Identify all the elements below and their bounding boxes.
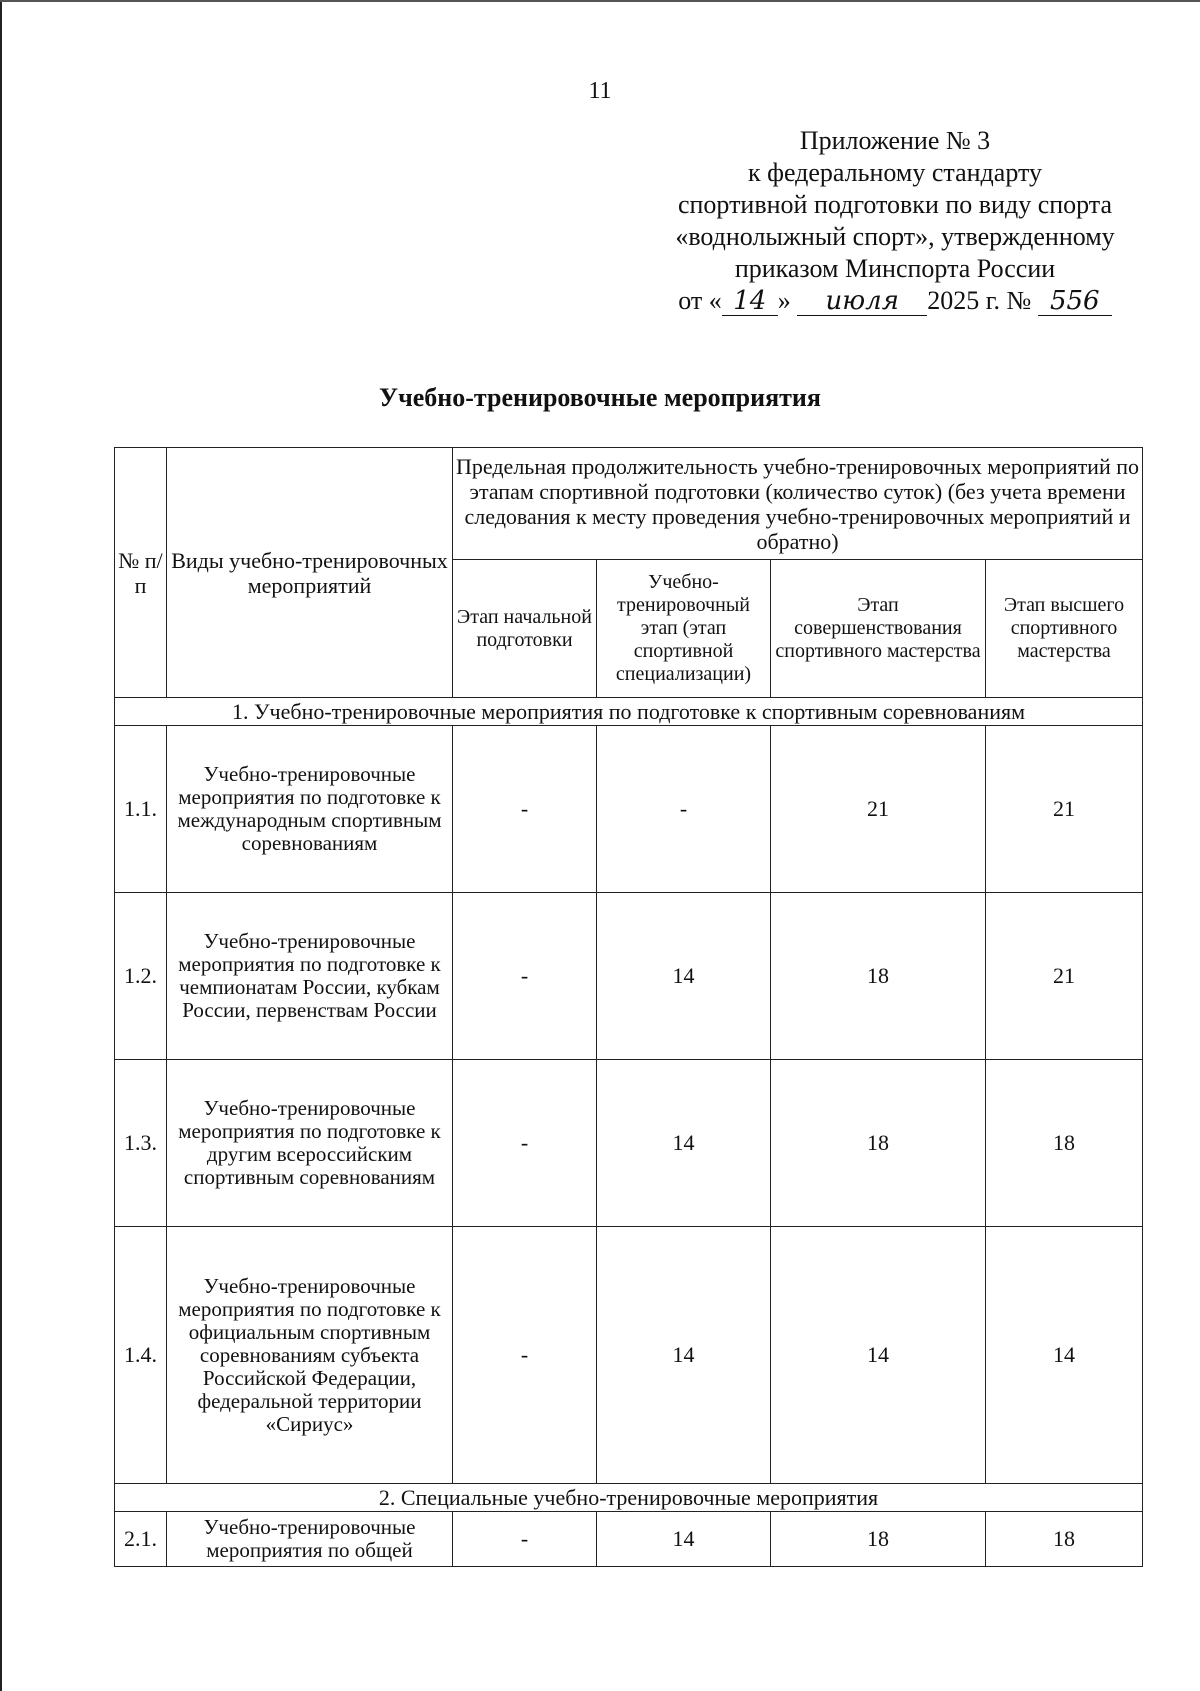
row-number: 1.4. (115, 1227, 167, 1484)
value-improvement: 18 (771, 1512, 986, 1567)
row-number: 2.1. (115, 1512, 167, 1567)
value-training: 14 (597, 1227, 771, 1484)
order-number-handwritten: 556 (1038, 287, 1112, 316)
value-higher: 21 (986, 726, 1143, 893)
table-row (115, 1512, 1143, 1567)
date-prefix: от « (678, 286, 722, 315)
page-number: 11 (588, 78, 612, 104)
appendix-line: спортивной подготовки по виду спорта (677, 190, 1113, 219)
row-number: 1.3. (115, 1060, 167, 1227)
value-improvement: 18 (771, 1060, 986, 1227)
header-type: Виды учебно-тренировочных мероприятий (167, 448, 453, 698)
row-name: Учебно-тренировочные мероприятия по подготовке к другим всероссийским спортивным соревнованиям (167, 1060, 453, 1227)
date-day-handwritten: 14 (722, 287, 778, 316)
header-stage-improvement: Этап совершенствования спортивного мастерства (771, 560, 986, 698)
header-stage-initial: Этап начальной подготовки (453, 560, 597, 698)
header-stage-training: Учебно-тренировочный этап (этап спортивной специализации) (597, 560, 771, 698)
row-name: Учебно-тренировочные мероприятия по подготовке к международным спортивным соревнованиям (167, 726, 453, 893)
value-higher: 18 (986, 1512, 1143, 1567)
date-year: 2025 г. № (927, 286, 1032, 315)
appendix-block (650, 125, 1140, 317)
value-improvement: 21 (771, 726, 986, 893)
value-initial: - (453, 726, 597, 893)
row-number: 1.1. (115, 726, 167, 893)
page-edge-left (0, 0, 2, 1691)
row-name: Учебно-тренировочные мероприятия по подготовке к чемпионатам России, кубкам России, первенствам России (167, 893, 453, 1060)
header-stage-higher: Этап высшего спортивного мастерства (986, 560, 1143, 698)
table-row (115, 1227, 1143, 1484)
appendix-line: к федеральному стандарту (747, 158, 1043, 187)
value-higher: 18 (986, 1060, 1143, 1227)
value-improvement: 18 (771, 893, 986, 1060)
value-higher: 14 (986, 1227, 1143, 1484)
value-training: - (597, 726, 771, 893)
row-name: Учебно-тренировочные мероприятия по общей (167, 1512, 453, 1567)
document-title: Учебно-тренировочные мероприятия (379, 383, 821, 412)
page-edge-top (0, 0, 1200, 2)
table-row (115, 893, 1143, 1060)
date-mid: » (777, 286, 791, 315)
table-row (115, 726, 1143, 893)
value-training: 14 (597, 893, 771, 1060)
value-higher: 21 (986, 893, 1143, 1060)
events-table (114, 447, 1143, 1567)
value-initial: - (453, 1512, 597, 1567)
appendix-line: Приложение № 3 (799, 126, 991, 155)
date-month-handwritten: июля (797, 287, 927, 316)
section-title: 2. Специальные учебно-тренировочные мероприятия (115, 1484, 1143, 1512)
appendix-date-line (650, 285, 1140, 317)
value-training: 14 (597, 1060, 771, 1227)
header-num: № п/п (115, 448, 167, 698)
value-initial: - (453, 1227, 597, 1484)
value-initial: - (453, 1060, 597, 1227)
appendix-line: «воднолыжный спорт», утвержденному (675, 222, 1115, 251)
section-title: 1. Учебно-тренировочные мероприятия по подготовке к спортивным соревнованиям (115, 698, 1143, 726)
value-initial: - (453, 893, 597, 1060)
header-duration-group: Предельная продолжительность учебно-тренировочных мероприятий по этапам спортивной подготовки (количество суток) (без учета времени следования к месту проведения учебно-тренировочных мероприятий и обратно) (453, 448, 1143, 560)
value-training: 14 (597, 1512, 771, 1567)
appendix-line: приказом Минспорта России (734, 254, 1056, 283)
table-row (115, 1060, 1143, 1227)
row-name: Учебно-тренировочные мероприятия по подготовке к официальным спортивным соревнованиям субъекта Российской Федерации, федеральной территории «Сириус» (167, 1227, 453, 1484)
value-improvement: 14 (771, 1227, 986, 1484)
row-number: 1.2. (115, 893, 167, 1060)
